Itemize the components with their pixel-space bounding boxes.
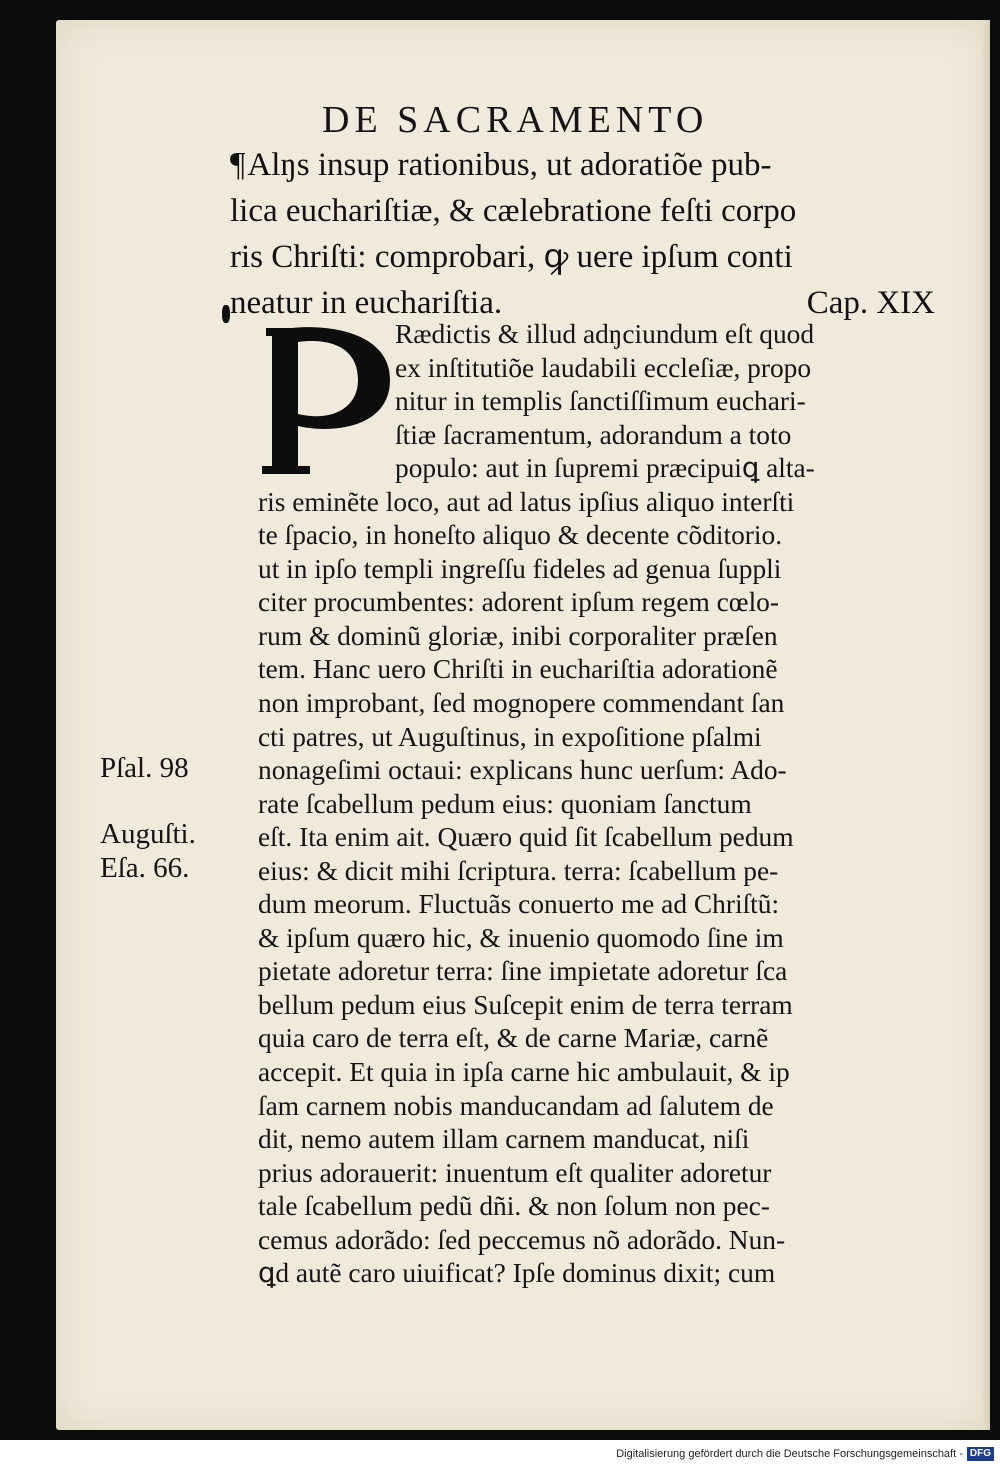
page-edge — [982, 20, 990, 1430]
body-line: ſtiæ ſacramentum, adorandum a toto — [395, 419, 792, 450]
margin-note-isaiah: Eſa. 66. — [100, 852, 190, 884]
running-head: DE SACRAMENTO — [322, 99, 709, 141]
body-line: tale ſcabellum pedũ dñi. & non ſolum non pec- — [258, 1191, 770, 1222]
body-line: & ipſum quæro hic, & inuenio quomodo ſine im — [258, 922, 784, 953]
body-line: ut in ipſo templi ingreſſu fideles ad genua ſuppli — [258, 553, 782, 584]
body-line: citer procumbentes: adorent ipſum regem cœlo- — [258, 587, 779, 618]
heading-line: ris Chriſti: comprobari, ꝙ uere ipſum conti — [230, 239, 793, 275]
dfg-logo: DFG — [967, 1447, 994, 1461]
body-line: cti patres, ut Auguſtinus, in expoſitione pſalmi — [258, 721, 762, 752]
credit-text: Digitalisierung gefördert durch die Deutsche Forschungsgemeinschaft - — [616, 1448, 963, 1460]
body-line: Rædictis & illud adŋciundum eſt quod — [395, 319, 815, 349]
body-line: dit, nemo autem illam carnem manducat, niſi — [258, 1124, 750, 1155]
chapter-heading — [230, 142, 935, 326]
margin-note-psalm: Pſal. 98 — [100, 752, 189, 784]
body-line: populo: aut in ſupremi præcipuiꝗ alta- — [395, 453, 815, 484]
heading-line-text: Alŋs insup rationibus, ut adoratiõe pub- — [247, 147, 772, 183]
body-line: tem. Hanc uero Chriſti in euchariſtia adorationẽ — [258, 654, 778, 685]
body-line: ꝗd autẽ caro uiuificat? Ipſe dominus dixit; cum — [258, 1258, 776, 1289]
body-line: rate ſcabellum pedum eius: quoniam ſanctum — [258, 788, 752, 819]
body-line: te ſpacio, in honeſto aliquo & decente cõditorio. — [258, 520, 783, 551]
heading-line — [230, 142, 935, 188]
body-line: bellum pedum eius Suſcepit enim de terra terram — [258, 989, 793, 1020]
body-line: ſam carnem nobis manducandam ad ſalutem de — [258, 1090, 774, 1121]
body-line: ex inſtitutiõe laudabili eccleſiæ, propo — [395, 352, 812, 383]
body-line: eſt. Ita enim ait. Quæro quid ſit ſcabellum pedum — [258, 822, 794, 853]
body-line: quia caro de terra eſt, & de carne Mariæ, carnẽ — [258, 1023, 769, 1054]
body-line: ris eminẽte loco, aut ad latus ipſius aliquo interſti — [258, 486, 795, 517]
heading-line: lica euchariſtiæ, & cælebratione feſti corpo — [230, 193, 797, 229]
pilcrow-mark: ¶ — [230, 146, 246, 183]
body-line: accepit. Et quia in ipſa carne hic ambulauit, & ip — [258, 1057, 790, 1088]
body-line: non improbant, ſed mognopere commendant ſan — [258, 688, 785, 719]
body-line: pietate adoretur terra: ſine impietate adoretur ſca — [258, 956, 788, 987]
digitization-credit — [0, 1444, 994, 1464]
body-line: cemus adorãdo: ſed peccemus nõ adorãdo. Nun- — [258, 1224, 786, 1255]
body-paragraph — [258, 318, 938, 1291]
margin-note-augustine: Auguſti. — [100, 818, 196, 850]
body-line: rum & dominũ gloriæ, inibi corporaliter præſen — [258, 620, 778, 651]
heading-line-text: neatur in euchariſtia. — [230, 285, 503, 321]
body-line: nitur in templis ſanctiſſimum euchari- — [395, 386, 806, 417]
body-line: eius: & dicit mihi ſcriptura. terra: ſcabellum pe- — [258, 855, 779, 886]
ink-mark — [222, 305, 230, 323]
chapter-number: Cap. XIX — [806, 285, 935, 321]
body-line: dum meorum. Fluctuãs conuerto me ad Chriſtũ: — [258, 889, 780, 920]
body-line: prius adorauerit: inuentum eſt qualiter adoretur — [258, 1157, 772, 1188]
body-line: nonageſimi octaui: explicans hunc uerſum: Ado- — [258, 755, 787, 786]
